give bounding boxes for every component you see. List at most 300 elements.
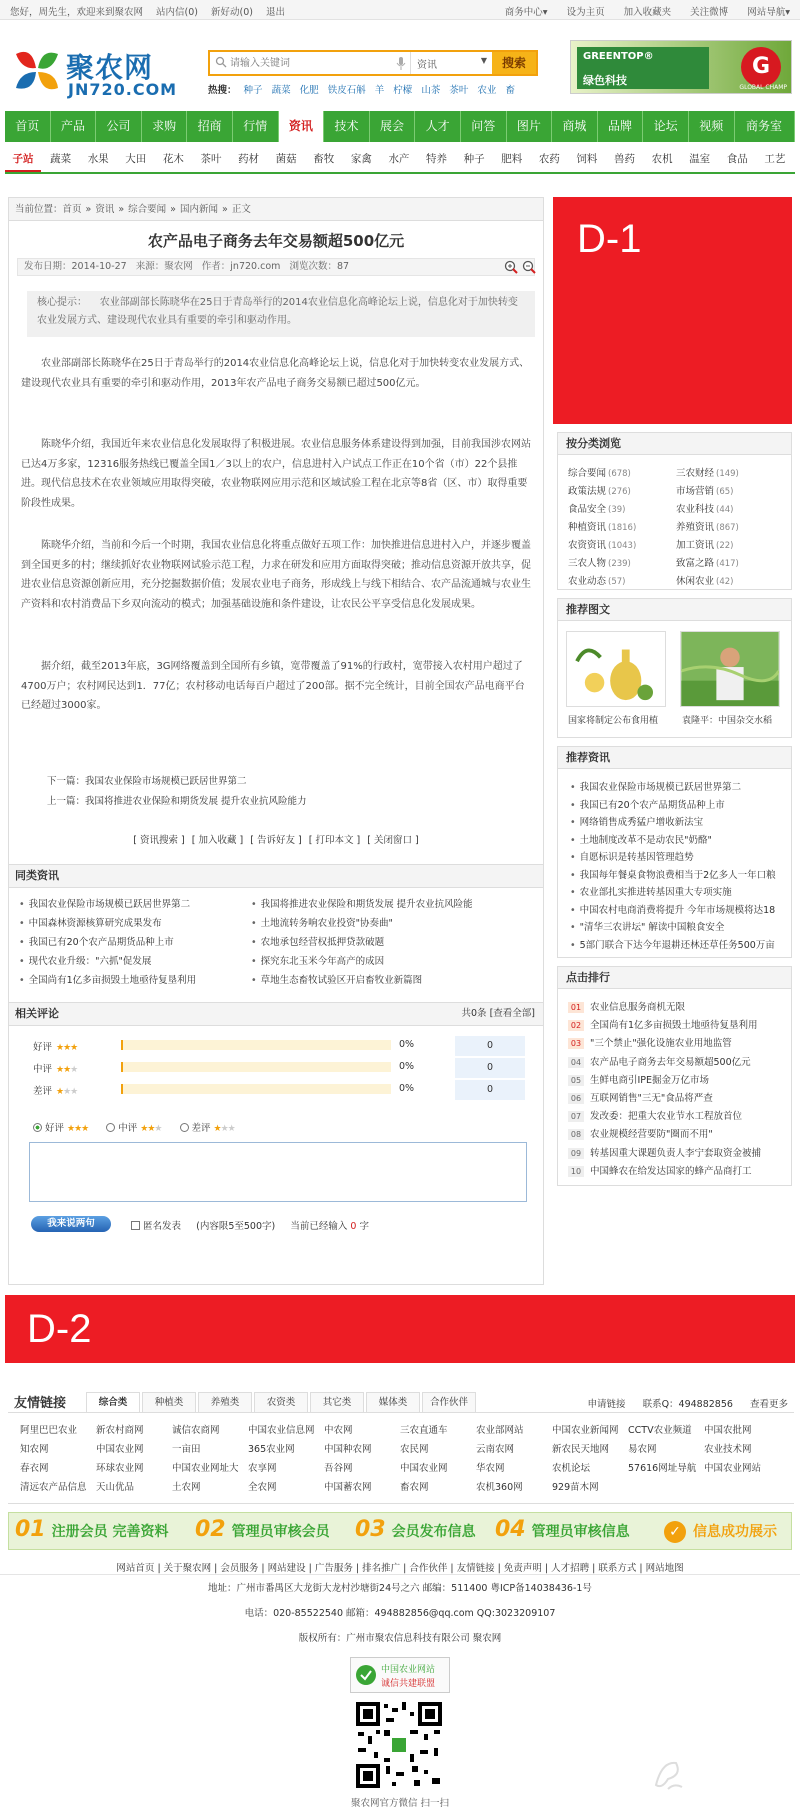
same-news-item[interactable]: • 中国森林资源核算研究成果发布	[19, 915, 162, 929]
article-meta	[17, 258, 535, 276]
category-count: (239)	[608, 559, 631, 569]
comment-stat-label	[33, 1039, 77, 1053]
category-item[interactable]	[676, 465, 739, 479]
same-news-item[interactable]: • 现代农业升级："六抓"促发展	[19, 953, 151, 967]
global-champ-label: GLOBAL CHAMP	[739, 84, 787, 91]
same-news-item[interactable]: • 我国将推进农业保险和期货发展 提升农业抗风险能	[251, 896, 473, 910]
comment-stat-name: 差评	[33, 1086, 53, 1097]
friend-link[interactable]: 中国农业网址大	[172, 1463, 239, 1474]
comment-textarea[interactable]	[29, 1142, 527, 1202]
notify-link[interactable]: 新好动(0)	[211, 7, 254, 18]
friend-link[interactable]: 三农直通车	[400, 1425, 448, 1436]
click-rank-box	[557, 966, 792, 1186]
rating-option-label: 差评	[191, 1123, 211, 1134]
comment-stat-label	[33, 1083, 77, 1097]
breadcrumb-item[interactable]: 国内新闻	[179, 204, 218, 215]
category-item[interactable]	[676, 555, 739, 569]
hot-word[interactable]: 化肥	[299, 85, 319, 96]
comment-stat-count: 0	[455, 1058, 525, 1078]
set-home-link[interactable]: 设为主页	[566, 7, 605, 18]
breadcrumb-item[interactable]: 资讯	[95, 204, 115, 215]
friend-links	[8, 1392, 794, 1504]
process-step	[355, 1517, 476, 1542]
step-number: 04	[495, 1517, 526, 1542]
star-rating	[67, 1124, 88, 1134]
hot-word[interactable]: 畜	[505, 85, 515, 96]
category-item[interactable]	[568, 519, 636, 533]
subnav-item[interactable]: 饲料	[576, 153, 598, 165]
friend-link[interactable]: 中国农批网	[704, 1425, 752, 1436]
nav-item[interactable]: 商务室	[735, 111, 795, 142]
friend-link[interactable]: 清远农产品信息	[20, 1482, 87, 1493]
comment-stat-label	[33, 1061, 77, 1075]
favorite-link[interactable]: 加入收藏夹	[623, 7, 672, 18]
rank-number: 05	[568, 1075, 584, 1086]
site-nav-link[interactable]: 网站导航▾	[747, 7, 790, 18]
recommended-news-item[interactable]: • 网络销售成秀猛户增收新法宝	[570, 814, 785, 828]
star-icon: ★	[213, 1124, 221, 1134]
friend-link[interactable]: 春衣网	[20, 1463, 49, 1474]
category-title: 按分类浏览	[558, 433, 791, 455]
star-icon: ★	[70, 1043, 78, 1053]
comment-stat-bar	[121, 1040, 391, 1050]
friend-links-tab[interactable]: 综合类	[86, 1392, 140, 1412]
footer-address: 地址：广州市番禺区大龙街大龙村沙塘街24号之六 邮编：511400 粤ICP备14038436-1号	[208, 1583, 592, 1594]
subnav-item[interactable]: 水产	[388, 153, 410, 165]
ad-slot-d1[interactable]	[553, 197, 792, 424]
rating-radio[interactable]	[106, 1123, 115, 1132]
contact-qq: 联系Q：494882856	[642, 1399, 733, 1410]
star-icon: ★	[70, 1087, 78, 1097]
category-count: (65)	[716, 487, 734, 497]
rating-option-label: 好评	[45, 1123, 65, 1134]
category-item[interactable]	[568, 537, 636, 551]
friend-link[interactable]: CCTV农业频道	[628, 1425, 692, 1436]
friend-links-tab[interactable]: 养殖类	[198, 1392, 252, 1412]
nav-item[interactable]: 问答	[461, 111, 507, 142]
nav-item[interactable]: 招商	[187, 111, 233, 142]
subnav-item[interactable]: 大田	[125, 153, 147, 165]
nav-item[interactable]: 求购	[142, 111, 188, 142]
same-news-header	[9, 864, 543, 888]
star-icon: ★	[220, 1124, 228, 1134]
rank-title: 农业信息服务商机无限	[590, 1002, 686, 1013]
rank-item[interactable]	[568, 1163, 752, 1177]
friend-link[interactable]: 易农网	[628, 1444, 657, 1455]
step-label: 管理员审核信息	[531, 1524, 630, 1540]
star-icon: ★	[70, 1065, 78, 1075]
subnav-item[interactable]: 食品	[726, 153, 748, 165]
comment-stat-name: 好评	[33, 1042, 53, 1053]
wechat-qr-code	[354, 1700, 444, 1790]
article-views: 浏览次数：87	[289, 261, 350, 272]
breadcrumb-sep: »	[170, 204, 176, 215]
nav-item[interactable]: 首页	[5, 111, 51, 142]
subnav-item[interactable]: 蔬菜	[50, 153, 72, 165]
next-article-link[interactable]: 下一篇：我国农业保险市场规模已跃居世界第二	[47, 776, 247, 787]
footer-contact: 电话：020-85522540 邮箱：494882856@qq.com QQ:3023209107	[244, 1608, 556, 1619]
comment-submit-button[interactable]: 我来说两句	[31, 1216, 111, 1232]
ad-slot-d2[interactable]	[5, 1295, 795, 1363]
star-icon: ★	[63, 1065, 71, 1075]
tool-print-link[interactable]: [ 打印本文 ]	[308, 835, 361, 846]
friend-link[interactable]: 农机论坛	[552, 1463, 591, 1474]
article-panel	[8, 197, 544, 1285]
rank-title: 全国尚有1亿多亩损毁土地亟待复垦利用	[590, 1020, 758, 1032]
subnav-item[interactable]: 农机	[651, 153, 673, 165]
ad-d1-label: D-1	[577, 217, 642, 261]
nav-item[interactable]: 图片	[507, 111, 553, 142]
rank-item[interactable]	[568, 1017, 758, 1031]
same-news-item[interactable]: • 我国已有20个农产品期货品种上市	[19, 934, 174, 948]
article-tools	[9, 832, 543, 846]
footer-links[interactable]: 网站首页 | 关于聚农网 | 会员服务 | 网站建设 | 广告服务 | 排名推广 | 合作伙伴 | 友情链接 | 免责声明 | 人才招聘 | 联系方式 | 网站地图	[116, 1563, 684, 1574]
subnav-item[interactable]: 水果	[87, 153, 109, 165]
rating-radio[interactable]	[180, 1123, 189, 1132]
subnav-item[interactable]: 农药	[538, 153, 560, 165]
trust-badge-icon	[355, 1664, 377, 1686]
recommended-pics-title: 推荐图文	[558, 599, 791, 621]
subnav-item[interactable]: 特养	[426, 153, 448, 165]
same-news-item[interactable]: • 土地流转务响农业投资"协奏曲"	[251, 915, 393, 929]
friend-links-tab[interactable]: 合作伙伴	[422, 1392, 476, 1412]
nav-item[interactable]: 论坛	[643, 111, 689, 142]
rank-number: 08	[568, 1129, 584, 1140]
check-icon: ✓	[664, 1521, 686, 1543]
trust-badge[interactable]	[350, 1657, 450, 1693]
friend-link[interactable]: 中国农业新闻网	[552, 1425, 619, 1436]
star-rating	[56, 1065, 77, 1075]
friend-link[interactable]: 中国农业网	[400, 1463, 448, 1474]
rank-title: 中国蜂农在给发达国家的蜂产品商打工	[590, 1165, 752, 1177]
article-date: 发布日期：2014-10-27	[24, 261, 127, 272]
nav-item[interactable]: 资讯	[279, 111, 325, 142]
process-step	[495, 1517, 630, 1542]
category-name: 致富之路	[676, 558, 715, 569]
article-paragraph: 陈晓华介绍，我国近年来农业信息化发展取得了积极进展。农业信息服务体系建设得到加强，目前我国涉农网站已达4万多家，12316服务热线已覆盖全国1／3以上的农户，信息进村入户试点工作正在10个省（市）22个县推进。现代信息技术在农业领域应用取得突破，农业物联网应用示范和区域试验工程在北京等8省（区、市）取得重要阶段性成果。	[21, 439, 531, 509]
rank-title: 发改委：把重大农业节水工程放首位	[590, 1111, 743, 1123]
subnav-item[interactable]: 菌菇	[275, 153, 297, 165]
rating-radio[interactable]	[33, 1123, 42, 1132]
hot-word[interactable]: 种子	[243, 85, 263, 96]
category-name: 种植资讯	[568, 522, 607, 533]
rank-item[interactable]	[568, 1145, 761, 1159]
friend-links-tab[interactable]: 其它类	[310, 1392, 364, 1412]
search-scope-select[interactable]	[410, 52, 492, 74]
global-champ-logo: G	[741, 47, 781, 87]
recommended-news-item[interactable]: • 自愿标识是转基因管理趋势	[570, 849, 785, 863]
yuan-longping-image[interactable]	[680, 631, 780, 707]
friend-links-actions	[574, 1396, 788, 1410]
hot-word[interactable]: 蔬菜	[271, 85, 291, 96]
friend-link[interactable]: 诚信农商网	[172, 1425, 220, 1436]
search-scope-value: 资讯	[417, 60, 437, 71]
rank-item[interactable]	[568, 999, 685, 1013]
greentop-logo	[577, 47, 709, 89]
click-rank-title: 点击排行	[558, 967, 791, 989]
rank-number: 06	[568, 1093, 584, 1104]
comment-length-limit: (内容限5至500字)	[196, 1221, 276, 1232]
friend-link[interactable]: 57616网址导航	[628, 1463, 697, 1474]
rating-option[interactable]	[106, 1123, 161, 1134]
friend-link[interactable]: 中农网	[324, 1425, 353, 1436]
zoom-out-icon[interactable]	[522, 260, 536, 274]
recommended-news-item[interactable]: • 我国农业保险市场规模已跃居世界第二	[570, 779, 785, 793]
anonymous-label: 匿名发表	[143, 1221, 182, 1232]
site-logo[interactable]	[12, 46, 178, 100]
comment-stat-bar-fill	[121, 1040, 123, 1050]
comments-title: 相关评论	[15, 1007, 59, 1020]
anonymous-checkbox[interactable]	[131, 1221, 140, 1230]
apply-link[interactable]: 申请链接	[587, 1399, 626, 1410]
nav-item[interactable]: 商城	[552, 111, 598, 142]
same-news-title: 同类资讯	[15, 869, 59, 882]
pic-caption[interactable]: 国家将制定公布食用植	[568, 716, 659, 726]
ad-d2-label: D-2	[27, 1307, 92, 1351]
edible-oil-image[interactable]	[566, 631, 666, 707]
rating-option-label: 中评	[118, 1123, 138, 1134]
category-item[interactable]	[568, 501, 625, 515]
category-item[interactable]	[568, 465, 631, 479]
friend-link[interactable]: 农业部网站	[476, 1425, 524, 1436]
friend-link[interactable]: 农机360网	[476, 1482, 523, 1493]
recommended-news-item[interactable]: • 农业部扎实推进转基因重大专项实施	[570, 884, 785, 898]
rank-number: 10	[568, 1166, 584, 1177]
comment-stat-percent: 0%	[399, 1039, 415, 1050]
friend-link[interactable]: 农业技术网	[704, 1444, 752, 1455]
article-paragraph: 陈晓华介绍，当前和今后一个时期，我国农业信息化将重点做好五项工作：加快推进信息进村入户，并逐步覆盖到全国更多的村；继续抓好农业物联网试验示范工程，力求在研发和应用方面取得突破；推动信息资源开放共享，促进农业信息资源创新应用，充分挖掘数据价值；发展农业电子商务，形成线上与线下相结合、农产品流通城与农业生产资料和农村消费品下乡双向流动的模式；加强基础设施和条件建设，让农民公平享受信息化发展成果。	[21, 540, 531, 610]
friend-link[interactable]: 新农民天地网	[552, 1444, 610, 1455]
friend-link[interactable]: 一亩田	[172, 1444, 201, 1455]
hot-word[interactable]: 羊	[374, 85, 385, 96]
nav-item[interactable]: 公司	[96, 111, 142, 142]
friend-link[interactable]: 阿里巴巴农业	[20, 1425, 78, 1436]
category-item[interactable]	[568, 483, 631, 497]
same-news-item[interactable]: • 探究东北玉米今年高产的成因	[251, 953, 384, 967]
logout-link[interactable]: 退出	[266, 7, 286, 18]
friend-link[interactable]: 中国农业网	[96, 1444, 144, 1455]
subnav-item[interactable]: 茶叶	[200, 153, 222, 165]
friend-link[interactable]: 天山优品	[96, 1482, 135, 1493]
friend-link[interactable]: 知农网	[20, 1444, 49, 1455]
hot-word[interactable]: 农业	[477, 85, 497, 96]
friend-link[interactable]: 农享网	[248, 1463, 277, 1474]
nav-item[interactable]: 视频	[689, 111, 735, 142]
friend-link[interactable]: 中国种农网	[324, 1444, 372, 1455]
inbox-link[interactable]: 站内信(0)	[156, 7, 199, 18]
footer-divider	[0, 1574, 800, 1575]
summary-label: 核心提示：	[37, 297, 87, 308]
comment-stat-bar	[121, 1062, 391, 1072]
breadcrumb-item: 正文	[231, 204, 251, 215]
comments-count: 共0条	[461, 1008, 487, 1019]
category-count: (1816)	[608, 523, 637, 533]
article-paragraph: 据介绍，截至2013年底，3G网络覆盖到全国所有乡镇，宽带覆盖了91%的行政村，宽带接入农村用户超过了4700万户；农村网民达到1．77亿；农村移动电话每百户超过了200部。据不完全统计，目前全国农产品电商平台已经超过3000家。	[21, 661, 525, 711]
nav-item[interactable]: 展会	[370, 111, 416, 142]
zoom-in-icon[interactable]	[504, 260, 518, 274]
tool-share-link[interactable]: [ 告诉好友 ]	[250, 835, 302, 846]
hot-search-label: 热搜：	[208, 85, 237, 96]
rank-title: 农产品电子商务去年交易额超500亿元	[590, 1056, 751, 1068]
footer-copyright: 版权所有：广州市聚农信息科技有限公司 聚农网	[298, 1633, 502, 1644]
chevron-down-icon: ▼	[480, 56, 487, 65]
breadcrumb-item[interactable]: 综合要闻	[128, 204, 167, 215]
category-name: 三农人物	[568, 558, 607, 569]
recommended-news-item[interactable]: • 土地制度改革不是动农民"奶酪"	[570, 832, 785, 846]
summary-text: 农业部副部长陈晓华在25日于青岛举行的2014农业信息化高峰论坛上说，信息化对于加快转变农业发展方式、建设现代农业具有重要的牵引和驱动作用。	[37, 297, 518, 326]
rank-item[interactable]	[568, 1126, 713, 1140]
rating-option[interactable]	[180, 1123, 235, 1134]
category-item[interactable]	[568, 573, 625, 587]
comment-rating-options	[33, 1120, 253, 1134]
category-name: 政策法规	[568, 486, 607, 497]
friend-link[interactable]: 农民网	[400, 1444, 429, 1455]
subnav-item[interactable]: 家禽	[350, 153, 372, 165]
search-icon	[215, 56, 227, 68]
recommended-news-box	[557, 746, 792, 958]
same-news-item[interactable]: • 草地生态畜牧试验区开启畜牧业新篇图	[251, 972, 422, 986]
process-step	[195, 1517, 330, 1542]
category-name: 三农财经	[676, 468, 715, 479]
article-paragraph: 农业部副部长陈晓华在25日于青岛举行的2014农业信息化高峰论坛上说，信息化对于加快转变农业发展方式、建设现代农业具有重要的牵引和驱动作用，2013年农产品电子商务交易额已超过500亿元。	[21, 358, 530, 389]
friend-links-tab[interactable]: 农资类	[254, 1392, 308, 1412]
friend-link[interactable]: 新农村商网	[96, 1425, 144, 1436]
recommended-news-item[interactable]: • 5部门联合下达今年退耕还林还草任务500万亩	[570, 937, 785, 951]
category-count: (149)	[716, 469, 739, 479]
friend-link[interactable]: 中国蓄农网	[324, 1482, 372, 1493]
comments-header	[9, 1002, 543, 1026]
nav-item[interactable]: 人才	[415, 111, 461, 142]
friend-link[interactable]: 365农业网	[248, 1444, 295, 1455]
recommended-news-item[interactable]: • 中国农村电商消费将提升 今年市场规模将达18	[570, 902, 785, 916]
tool-close-link[interactable]: [ 关闭窗口 ]	[367, 835, 419, 846]
category-item[interactable]	[568, 555, 631, 569]
more-links[interactable]: 查看更多	[749, 1399, 788, 1410]
subnav-item[interactable]: 子站	[5, 146, 41, 172]
subnav-item[interactable]: 药材	[238, 153, 260, 165]
breadcrumb-sep: »	[222, 204, 228, 215]
recommended-news-item[interactable]: • 我国每年餐桌食物浪费相当于2亿多人一年口粮	[570, 867, 785, 881]
friend-link[interactable]: 全农网	[248, 1482, 277, 1493]
recommended-news-item[interactable]: • "清华三农讲坛" 解读中国粮食安全	[570, 919, 785, 933]
friend-link[interactable]: 中国农业信息网	[248, 1425, 315, 1436]
rank-item[interactable]	[568, 1054, 751, 1068]
same-news-item[interactable]: • 农地承包经营权抵押贷款破题	[251, 934, 384, 948]
rank-number: 01	[568, 1002, 584, 1013]
same-news-item[interactable]: • 我国农业保险市场规模已跃居世界第二	[19, 896, 190, 910]
prev-article-link[interactable]: 上一篇：我国将推进农业保险和期货发展 提升农业抗风险能力	[47, 796, 307, 807]
hot-word[interactable]: 山茶	[421, 85, 441, 96]
step-number: 02	[195, 1517, 226, 1542]
breadcrumb-current[interactable]: 当前位置：首页	[15, 204, 82, 215]
hot-word[interactable]: 柠檬	[393, 85, 413, 96]
star-rating	[56, 1043, 77, 1053]
rank-item[interactable]	[568, 1035, 732, 1049]
rank-item[interactable]	[568, 1072, 709, 1086]
friend-link[interactable]: 畜农网	[400, 1482, 429, 1493]
category-box	[557, 432, 792, 590]
pic-caption[interactable]: 袁隆平：中国杂交水稻	[682, 716, 773, 726]
watermark-icon	[648, 1755, 688, 1795]
search-button[interactable]: 搜索	[492, 52, 536, 74]
subnav-item[interactable]: 工艺	[764, 153, 786, 165]
subnav-item[interactable]: 花木	[162, 153, 184, 165]
category-item[interactable]	[676, 573, 733, 587]
hot-search	[208, 82, 538, 96]
category-name: 农资资讯	[568, 540, 607, 551]
hot-word[interactable]: 茶叶	[449, 85, 469, 96]
subnav-item[interactable]: 种子	[463, 153, 485, 165]
category-item[interactable]	[676, 537, 733, 551]
rank-item[interactable]	[568, 1090, 713, 1104]
category-item[interactable]	[676, 483, 733, 497]
category-count: (42)	[716, 577, 734, 587]
process-steps	[8, 1512, 792, 1550]
same-news-item[interactable]: • 全国尚有1亿多亩损毁土地亟待复垦利用	[19, 972, 196, 986]
subnav-item[interactable]: 畜牧	[313, 153, 335, 165]
star-icon: ★	[140, 1124, 148, 1134]
rank-title: 转基因重大课题负责人李宁套取资金被捕	[590, 1147, 762, 1159]
subnav-item[interactable]: 温室	[689, 153, 711, 165]
comment-stat-count: 0	[455, 1036, 525, 1056]
tool-favorite-link[interactable]: [ 加入收藏 ]	[191, 835, 244, 846]
microphone-icon[interactable]	[396, 55, 406, 71]
category-name: 市场营销	[676, 486, 715, 497]
search-input[interactable]	[230, 55, 390, 71]
step-final-label: 信息成功展示	[693, 1524, 777, 1540]
process-step-final	[693, 1521, 777, 1541]
rating-option[interactable]	[33, 1123, 88, 1134]
nav-item[interactable]: 品牌	[598, 111, 644, 142]
rank-title: 农业规模经营要防"圈而不用"	[590, 1129, 713, 1141]
comments-view-all-link[interactable]: [查看全部]	[489, 1008, 535, 1019]
subnav-item[interactable]: 兽药	[614, 153, 635, 165]
friend-link[interactable]: 吾谷网	[324, 1463, 353, 1474]
hot-word[interactable]: 铁皮石斛	[327, 85, 366, 96]
category-item[interactable]	[676, 501, 733, 515]
rank-number: 04	[568, 1057, 584, 1068]
friend-link[interactable]: 云南农网	[476, 1444, 515, 1455]
category-count: (417)	[716, 559, 739, 569]
header-banner-ad[interactable]	[570, 40, 792, 94]
friend-link[interactable]: 中国农业网站	[704, 1463, 762, 1474]
star-icon: ★	[147, 1124, 155, 1134]
friend-link[interactable]: 华农网	[476, 1463, 505, 1474]
subnav-item[interactable]: 肥料	[501, 153, 523, 165]
step-number: 03	[355, 1517, 386, 1542]
friend-links-tab[interactable]: 媒体类	[366, 1392, 420, 1412]
star-rating	[214, 1124, 235, 1134]
nav-item[interactable]: 行情	[233, 111, 279, 142]
friend-link[interactable]: 环球农业网	[96, 1463, 144, 1474]
tool-search-link[interactable]: [ 资讯搜索 ]	[133, 835, 185, 846]
recommended-news-item[interactable]: • 我国已有20个农产品期货品种上市	[570, 797, 785, 811]
weibo-link[interactable]: 关注微博	[690, 7, 729, 18]
business-center-link[interactable]: 商务中心▾	[504, 7, 548, 18]
nav-item[interactable]: 技术	[324, 111, 370, 142]
friend-link[interactable]: 土农网	[172, 1482, 201, 1493]
friend-link[interactable]: 929苗木网	[552, 1482, 599, 1493]
category-count: (44)	[716, 505, 734, 515]
rank-item[interactable]	[568, 1108, 742, 1122]
friend-links-tab[interactable]: 种植类	[142, 1392, 196, 1412]
star-icon: ★	[154, 1124, 162, 1134]
category-item[interactable]	[676, 519, 739, 533]
category-name: 休闲农业	[676, 576, 715, 587]
article-author: 作者：jn720.com	[201, 261, 281, 272]
nav-item[interactable]: 产品	[51, 111, 97, 142]
rank-title: "三个禁止"强化设施农业用地监管	[590, 1038, 732, 1050]
